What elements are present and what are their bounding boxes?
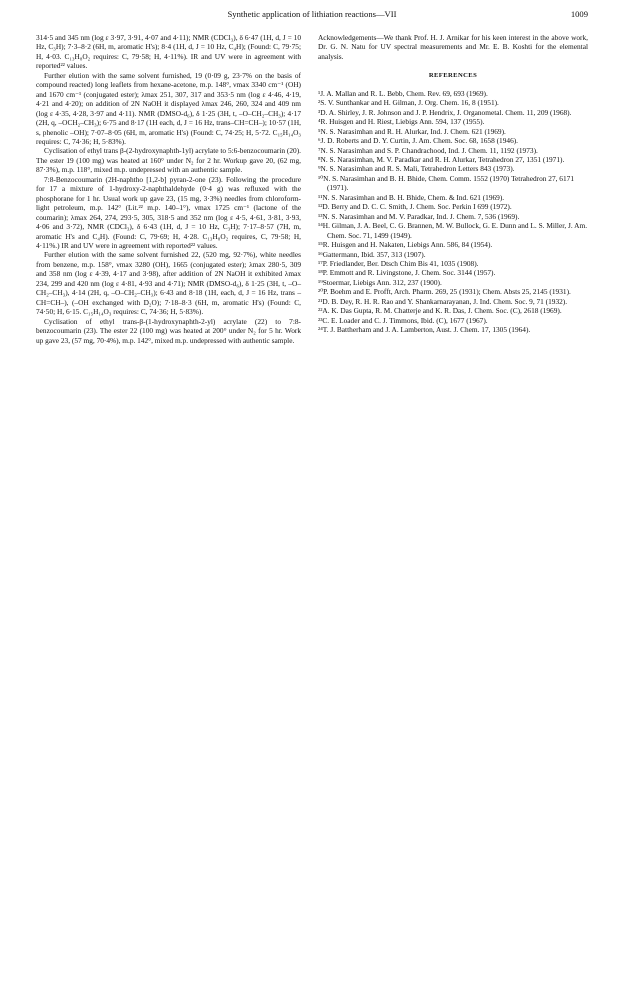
body-paragraph: Cyclisation of ethyl trans-β-(1-hydroxynaphth-2-yl) acrylate (22) to 7:8-benzocoumarin (23). The ester 22 (100 mg) was heated at 200° under N₂ for 5 hr. Work up gave 23, (57 mg, 70·4%), m.p. 142°, mixed m.p. undepressed with authentic sample. — [36, 316, 301, 345]
reference-item: ¹⁸P. Emmott and R. Livingstone, J. Chem. Soc. 3144 (1957). — [318, 268, 496, 278]
body-paragraph: Cyclisation of ethyl trans β-(2-hydroxynaphth-1yl) acrylate to 5:6-benzocoumarin (20). The ester 19 (100 mg) was heated at 160° under N₂ for 2 hr. Workup gave 20, (62 mg, 87·3%), m.p. 118°, mixed m.p. undepressed with an authentic sample. — [36, 146, 301, 175]
right-column — [318, 33, 588, 335]
body-paragraph: Further elution with the same solvent furnished 22, (520 mg, 92·7%), white needles from benzene, m.p. 158°, νmax 3280 (OH), 1665 (conjugated ester); λmax 280·5, 309 and 358 nm (log ε 4·39, 4·17 and 3·98), after addition of 2N NaOH it exhibited λmax 234, 299 and 420 nm (log ε 4·81, 4·93 and 4·71); NMR (DMSO-d₆), δ 1·25 (3H, t, –O–CH₂–CH₃), 4·14 (2H, q, –O–CH₂–CH₃); 6·43 and 8·18 (1H, each, d, J = 16 Hz, trans –CH=CH–), (–OH exchanged with D₂O); 7·18–8·3 (6H, m, aromatic H's) (Found: C, 74·50; H, 6·15. C₁₅H₁₄O₃ requires: C, 74·36; H, 5·83%). — [36, 250, 301, 317]
reference-item: ¹J. A. Mallan and R. L. Bebb, Chem. Rev. 69, 693 (1969). — [318, 88, 488, 98]
reference-item: ²²A. K. Das Gupta, R. M. Chatterje and K. R. Das, J. Chem. Soc. (C), 2618 (1969). — [318, 306, 562, 316]
reference-item: ²¹D. B. Dey, R. H. R. Rao and Y. Shankarnarayanan, J. Ind. Chem. Soc. 9, 71 (1932). — [318, 296, 568, 306]
reference-item: ⁶J. D. Roberts and D. Y. Curtin, J. Am. Chem. Soc. 68, 1658 (1946). — [318, 136, 519, 146]
acknowledgements: Acknowledgements—We thank Prof. H. J. Arnikar for his keen interest in the above work, Dr. G. N. Natu for UV spectral measurements and Mr. E. B. Koshti for the elemental analysis. — [318, 33, 588, 61]
reference-item: ¹⁷P. Friedlander, Ber. Dtsch Chim Bis 41, 1035 (1908). — [318, 258, 479, 268]
reference-item: ¹³N. S. Narasimhan and M. V. Paradkar, Ind. J. Chem. 7, 536 (1969). — [318, 211, 520, 221]
body-paragraph: Further elution with the same solvent furnished, 19 (0·09 g, 23·7% on the basis of compound reacted) long leaflets from hexane-acetone, m.p. 148°, νmax 3340 cm⁻¹ (OH) and 1670 cm⁻¹ (conjugated ester); λmax 251, 307, 317 and 353·5 nm (log ε 4·46, 4·19, 4·21 and 4·20); on addition of 2N NaOH it displayed λmax 246, 260, 324 and 409 nm (log ε 4·35, 4·28, 3·97 and 4·11). NMR (DMSO-d₆), δ 1·25 (3H, t, –O–CH₂–CH₃); 4·17 (2H, q, –OCH₂–CH₃); 6·75 and 8·17 (1H each, d, J = 16 Hz, trans–CH=CH–); 10·57 (1H, s, phenolic –OH); 7·07–8·05 (6H, m, aromatic H's) (Found: C, 74·25; H, 5·72. C₁₅H₁₄O₃ requires: C, 74·36; H, 5·83%). — [36, 70, 301, 146]
reference-item: ¹⁴H. Gilman, J. A. Beel, C. G. Brannen, M. W. Bullock, G. E. Dunn and L. S. Miller, J. Am. Chem. Soc. 71, 1499 (1949). — [318, 221, 588, 240]
reference-item: ¹¹N. S. Narasimhan and B. H. Bhide, Chem. & Ind. 621 (1969). — [318, 192, 505, 202]
body-paragraph: 7:8-Benzocoumarin (2H-naphtho [1,2-b] pyran-2-one (23). Following the procedure for 17 a mixture of 1-hydroxy-2-naphthaldehyde (0·4 g) was refluxed with the phosphorane for 1 hr. Usual work up gave 23, (15 mg, 3·3%) needles from chloroform-light petroleum, m.p. 142° (Lit.²² m.p. 140–1°), νmax 1725 cm⁻¹ (lactone of the coumarin); λmax 264, 274, 293·5, 305, 318·5 and 352 nm (log ε 4·5, 4·61, 3·81, 3·93, 4·06 and 3·72), NMR (CDCl₃), δ 6·43 (1H, d, J = 10 Hz, C₃H); 7·17–8·57 (7H, m, aromatic H's and C₄H). (Found: C, 79·69; H, 4·28. C₁₃H₈O₂ requires, C, 79·58; H, 4·11%.) IR and UV were in agreement with reported²² values. — [36, 174, 301, 250]
reference-item: ²S. V. Sunthankar and H. Gilman, J. Org. Chem. 16, 8 (1951). — [318, 98, 499, 108]
left-column — [36, 33, 301, 345]
reference-item: ⁵N. S. Narasimhan and R. H. Alurkar, Ind. J. Chem. 621 (1969). — [318, 126, 506, 136]
reference-item: ²³C. E. Loader and C. J. Timmons, Ibid. (C), 1677 (1967). — [318, 315, 488, 325]
reference-item: ¹²D. Berry and D. C. C. Smith, J. Chem. Soc. Perkin I 699 (1972). — [318, 202, 512, 212]
reference-item: ¹⁹Stoermar, Liebigs Ann. 312, 237 (1900). — [318, 277, 442, 287]
reference-item: ¹⁶Gattermann, Ibid. 357, 313 (1907). — [318, 249, 426, 259]
page-header — [0, 9, 624, 23]
reference-item: ²⁴T. J. Battherham and J. A. Lamberton, Aust. J. Chem. 17, 1305 (1964). — [318, 325, 531, 335]
body-paragraph: 314·5 and 345 nm (log ε 3·97, 3·91, 4·07 and 4·11); NMR (CDCl₃), δ 6·47 (1H, d, J = 10 Hz, C₃H); 7·3–8·2 (6H, m, aromatic H's); 8·4 (1H, d, J = 10 Hz, C₄H); (Found: C, 79·75; H, 4·03. C₁₃H₈O₂ requires: C, 79·58; H, 4·11%). IR and UV were in agreement with reported²² values. — [36, 33, 301, 71]
page-number: 1009 — [570, 9, 588, 19]
reference-item: ⁹N. S. Narasimhan and R. S. Mali, Tetrahedron Letters 843 (1973). — [318, 164, 515, 174]
reference-item: ⁴R. Huisgen and H. Riest, Liebigs Ann. 594, 137 (1955). — [318, 117, 485, 127]
reference-item: ¹⁵R. Huisgen and H. Nakaten, Liebigs Ann. 586, 84 (1954). — [318, 240, 493, 250]
reference-item: ⁸N. S. Narasimhan, M. V. Paradkar and R. H. Alurkar, Tetrahedron 27, 1351 (1971). — [318, 154, 565, 164]
references-list — [318, 89, 588, 335]
reference-item: ¹⁰N. S. Narasimhan and B. H. Bhide, Chem. Comm. 1552 (1970) Tetrahedron 27, 6171 (1971). — [318, 173, 574, 193]
reference-item: ²⁰P. Boehm and E. Profft, Arch. Pharm. 269, 25 (1931); Chem. Absts 25, 2145 (1931). — [318, 287, 571, 297]
references-heading: REFERENCES — [428, 72, 478, 80]
reference-item: ³D. A. Shirley, J. R. Johnson and J. P. Hendrix, J. Organometal. Chem. 11, 209 (1968). — [318, 107, 572, 117]
running-title: Synthetic application of lithiation reactions—VII — [227, 9, 397, 19]
reference-item: ⁷N. S. Narasimhan and S. P. Chandrachood, Ind. J. Chem. 11, 1192 (1973). — [318, 145, 538, 155]
